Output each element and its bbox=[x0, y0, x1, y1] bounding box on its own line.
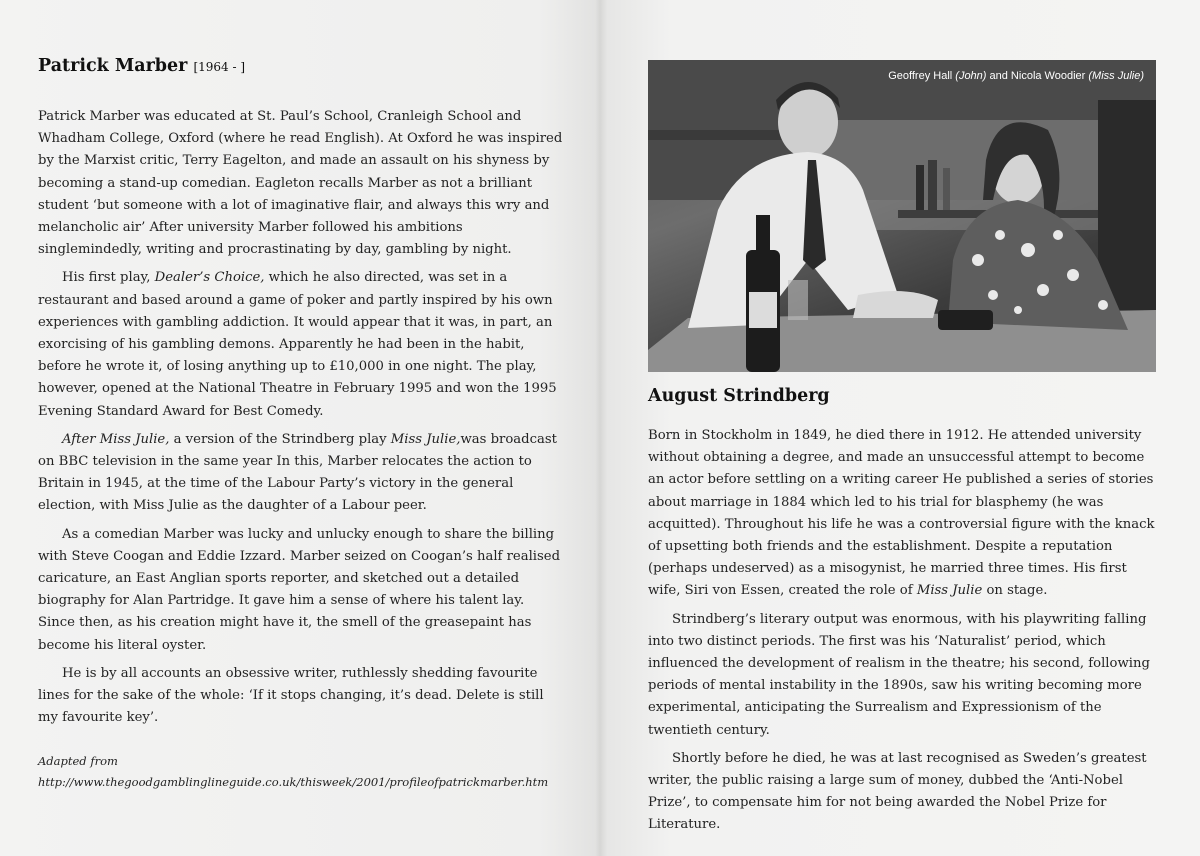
purse bbox=[938, 310, 993, 330]
production-photo bbox=[648, 60, 1156, 372]
counter-bottle bbox=[943, 168, 950, 210]
play-title-after-miss-julie: After Miss Julie, bbox=[62, 431, 170, 447]
text-run: His first play, bbox=[62, 270, 155, 286]
caption-role-miss-julie: (Miss Julie) bbox=[1088, 70, 1144, 82]
marber-paragraph-3 bbox=[38, 429, 564, 518]
man-arm bbox=[853, 291, 938, 318]
caption-role-john: (John) bbox=[955, 70, 987, 82]
marber-dates: [1964 - ] bbox=[193, 60, 246, 74]
counter-bottle bbox=[916, 165, 924, 210]
strindberg-paragraph-2: Strindberg’s literary output was enormous, with his playwriting falling into two distinct periods. The first was his ‘Naturalist’ period, which influenced the development of realism in the theatre; his second, following periods of mental instability in the 1890s, saw his writing becoming more experimental, anticipating the Surrealism and Expressionism of the twentieth century. bbox=[648, 611, 1150, 738]
text-run: was broadcast on BBC television in the same year In this, Marber relocates the action to Britain in 1945, at the time of the Labour Party’s victory in the general election, with Miss Julie as the daughter of a Labour peer. bbox=[38, 431, 557, 514]
marber-paragraph-4: As a comedian Marber was lucky and unlucky enough to share the billing with Steve Coogan and Eddie Izzard. Marber seized on Coogan’s half realised caricature, an East Anglian sports reporter, and sketched out a detailed biography for Alan Partridge. It gave him a sense of where his talent lay. Since then, as his creation might have it, the smell of the greasepaint has become his literal oyster. bbox=[38, 526, 561, 653]
photo-caption bbox=[888, 70, 1144, 82]
marber-paragraph-1: Patrick Marber was educated at St. Paul’s School, Cranleigh School and Whadham College, Oxford (where he read English). At Oxford he was inspired by the Marxist critic, Terry Eagelton, and made an assault on his shyness by becoming a stand-up comedian. Eagleton recalls Marber as not a brilliant student ‘but someone with a lot of imaginative flair, and always this wry and melancholic air’ After university Marber followed his ambitions singlemindedly, writing and procrastinating by day, gambling by night. bbox=[38, 109, 563, 258]
shelf bbox=[648, 130, 788, 140]
wine-glass bbox=[788, 280, 808, 320]
caption-text: Geoffrey Hall bbox=[888, 70, 956, 82]
play-title-miss-julie: Miss Julie bbox=[916, 583, 983, 599]
strindberg-biography bbox=[648, 425, 1158, 837]
strindberg-heading: August Strindberg bbox=[648, 386, 830, 406]
photo-illustration bbox=[648, 60, 1156, 372]
wine-label bbox=[749, 292, 777, 328]
marber-paragraph-2 bbox=[38, 267, 564, 422]
marber-paragraph-5: He is by all accounts an obsessive writer, ruthlessly shedding favourite lines for the sake of the whole: ‘If it stops changing, it’s dead. Delete is still my favourite key’. bbox=[38, 665, 544, 726]
caption-text: and Nicola Woodier bbox=[986, 70, 1089, 82]
play-title-miss-julie: Miss Julie, bbox=[390, 431, 461, 447]
marber-name: Patrick Marber bbox=[38, 56, 188, 76]
text-run: Born in Stockholm in 1849, he died there in 1912. He attended university without obtaining a degree, and made an unsuccessful attempt to become an actor before settling on a writing career He published a series of stories about marriage in 1884 which led to his trial for blasphemy (he was acquitted). Throughout his life he was a controversial figure with the knack of upsetting both friends and the establishment. Despite a reputation (perhaps undeserved) as a misogynist, he married three times. His first wife, Siri von Essen, created the role of bbox=[648, 428, 1155, 599]
text-run: on stage. bbox=[982, 583, 1048, 599]
marber-biography bbox=[38, 106, 564, 729]
wine-bottle-neck bbox=[756, 215, 770, 255]
counter-bottle bbox=[928, 160, 937, 210]
strindberg-paragraph-3: Shortly before he died, he was at last recognised as Sweden’s greatest writer, the public raising a large sum of money, dubbed the ‘Anti-Nobel Prize’, to compensate him for not being awarded the Nobel Prize for Literature. bbox=[648, 750, 1147, 833]
play-title-dealers-choice: Dealer’s Choice, bbox=[154, 270, 265, 286]
strindberg-paragraph-1 bbox=[648, 425, 1158, 603]
text-run: a version of the Strindberg play bbox=[169, 431, 391, 447]
marber-heading bbox=[38, 56, 564, 76]
source-credit: Adapted from http://www.thegoodgamblinglineguide.co.uk/thisweek/2001/profileofpatrickmarber.htm bbox=[38, 754, 549, 790]
text-run: which he also directed, was set in a restaurant and based around a game of poker and partly inspired by his own experiences with gambling addiction. It would appear that it was, in part, an exorcising of his gambling demons. Apparently he had been in the habit, before he wrote it, of losing anything up to £10,000 in one night. The play, however, opened at the National Theatre in February 1995 and won the 1995 Evening Standard Award for Best Comedy. bbox=[38, 270, 557, 419]
right-page bbox=[600, 0, 1200, 856]
